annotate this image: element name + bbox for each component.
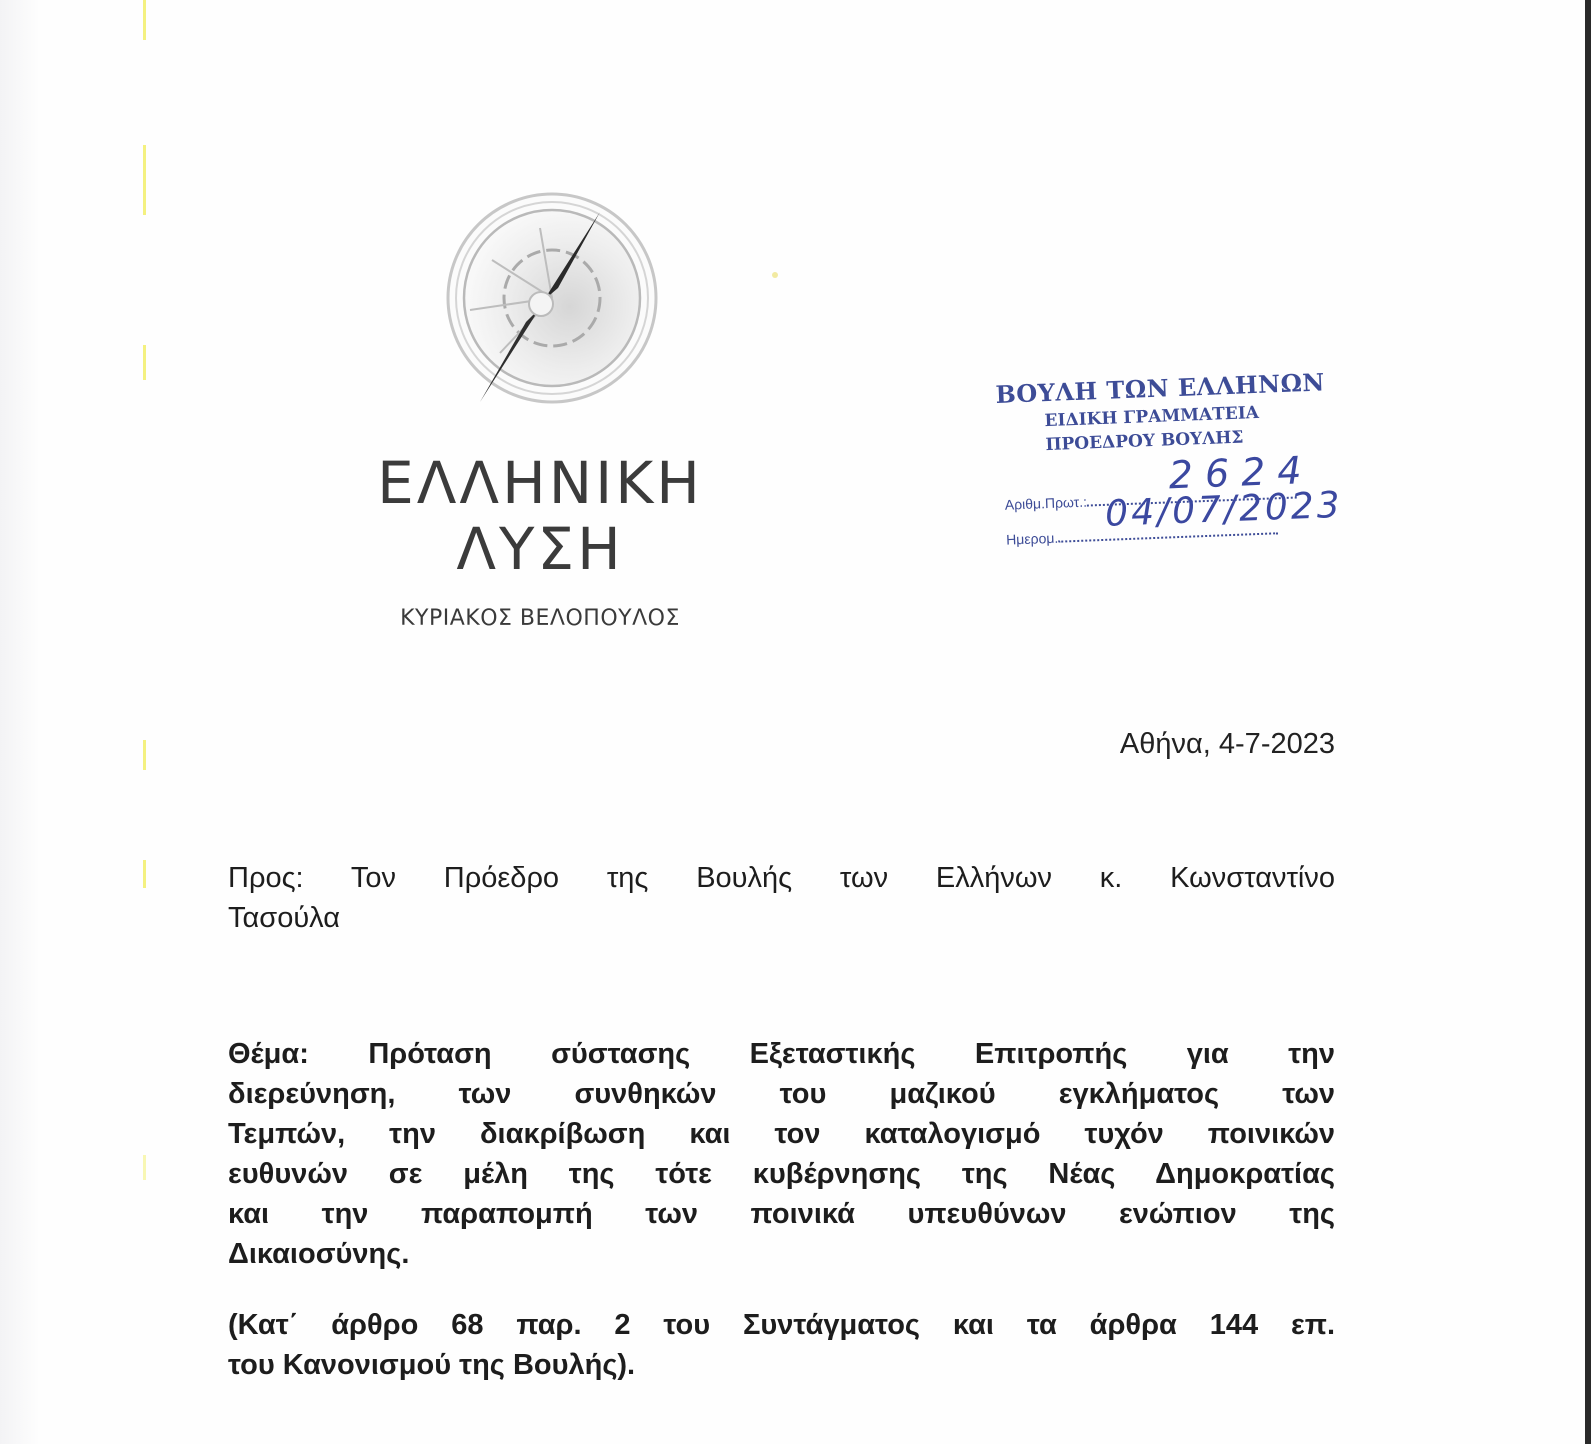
legal-basis-line: του Κανονισμού της Βουλής). [228,1349,636,1381]
scan-edge [1585,0,1591,1444]
highlighter-mark [143,860,146,888]
dotted-line [1058,532,1278,542]
highlighter-mark [143,345,146,380]
subject-block [228,1034,1335,1274]
party-name-line2: ΛΥΣΗ [456,515,624,583]
party-name-line1: ΕΛΛΗΝΙΚΗ [377,449,703,517]
scan-speck [772,272,778,278]
parliament-stamp [995,363,1432,579]
stamp-title: ΒΟΥΛΗ ΤΩΝ ΕΛΛΗΝΩΝ [995,367,1326,409]
scan-shadow [0,0,40,1444]
subject-line: Τεμπών, την διακρίβωση και τον καταλογισμό τυχόν ποινικών [228,1118,1335,1150]
highlighter-mark [143,1155,146,1180]
legal-basis-line: (Κατ΄ άρθρο 68 παρ. 2 του Συντάγματος και τα άρθρα 144 επ. [228,1309,1335,1341]
stamp-date-label: Ημερομ. [1005,529,1059,548]
subject-line: ευθυνών σε μέλη της τότε κυβέρνησης της Νέας Δημοκρατίας [228,1158,1335,1190]
stamp-subtitle: ΠΡΟΕΔΡΟΥ ΒΟΥΛΗΣ [1045,427,1244,456]
party-logo-wordmark [330,450,750,582]
highlighter-mark [143,145,146,215]
legal-basis-block [228,1305,1335,1385]
stamp-subtitle: ΕΙΔΙΚΗ ΓΡΑΜΜΑΤΕΙΑ [1044,402,1260,432]
subject-line: διερεύνηση, των συνθηκών του μαζικού εγκλήματος των [228,1078,1335,1110]
party-leader-name: ΚΥΡΙΑΚΟΣ ΒΕΛΟΠΟΥΛΟΣ [400,606,680,631]
stamp-protocol-label: Αριθμ.Πρωτ.: [1004,493,1088,513]
letter-date: Αθήνα, 4-7-2023 [1119,728,1335,760]
recipient-block [228,858,1335,938]
handwritten-protocol-number: 2624 [1167,447,1315,498]
handwritten-date: 04/07/2023 [1104,484,1344,535]
highlighter-mark [143,0,146,40]
highlighter-mark [143,740,146,770]
subject-line: και την παραπομπή των ποινικά υπευθύνων ενώπιον της [228,1198,1335,1230]
recipient-line: Τασούλα [228,902,341,934]
compass-icon [440,188,660,408]
recipient-line: Προς: Τον Πρόεδρο της Βουλής των Ελλήνων κ. Κωνσταντίνο [228,862,1335,894]
subject-line: Δικαιοσύνης. [228,1238,410,1270]
subject-line: Θέμα: Πρόταση σύστασης Εξεταστικής Επιτροπής για την [228,1038,1335,1070]
